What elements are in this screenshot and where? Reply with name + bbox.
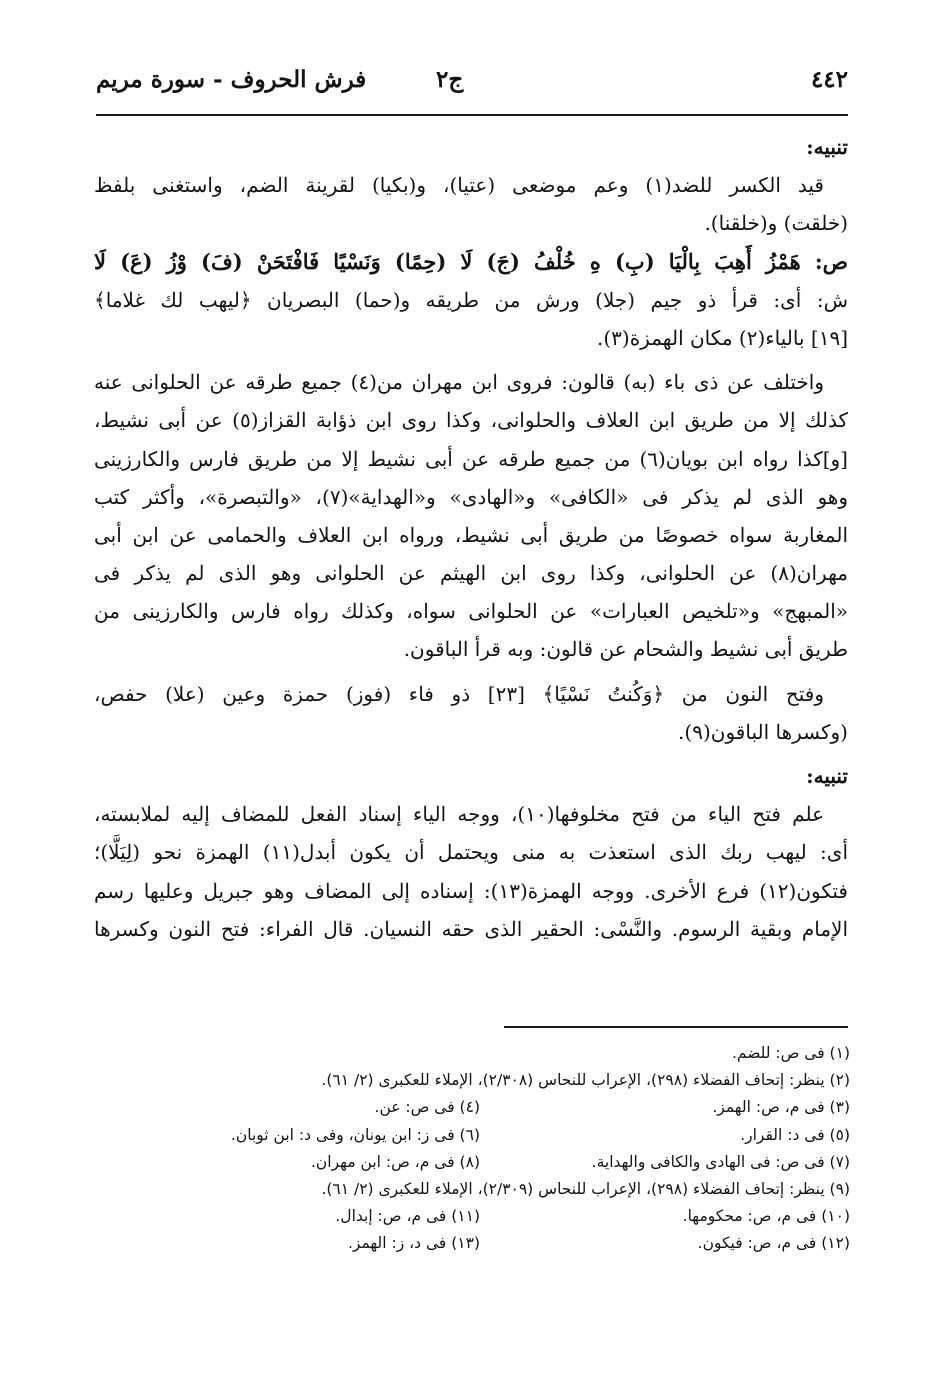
text-line: قيد الكسر للضد(١) وعم موضعى (عتيا)، و(بكيا) لقرينة الضم، واستغنى بلفظ [94,173,824,198]
text-line: واختلف عن ذى باء (به) قالون: فروى ابن مهران من(٤) جميع طرقه عن الحلوانى عنه [94,370,825,395]
text-line: كذلك إلا من طريق ابن العلاف والحلوانى، وكذا روى ابن ذؤابة القزاز(٥) عن أبى نشيط، [94,408,848,433]
footnote: (٨) فى م، ص: ابن مهران. [311,1152,480,1171]
footnote: (٣) فى م، ص: الهمز. [712,1098,850,1117]
footnote: (٢) ينظر: إتحاف الفضلاء (٢٩٨)، الإعراب للنحاس (٢/٣٠٨)، الإملاء للعكبرى (٢/ ٦١). [321,1071,850,1090]
text-line: الإمام وبقية الرسوم. والنَّسْى: الحقير الذى حقه النسيان. قال الفراء: فتح النون وكسرها [94,916,848,941]
footnote-row [150,1203,850,1230]
footnote: (٩) ينظر: إتحاف الفضلاء (٢٩٨)، الإعراب للنحاس (٢/٣٠٩)، الإملاء للعكبرى (٢/ ٦١). [321,1179,850,1198]
text-line: مهران(٨) عن الحلوانى، وكذا روى ابن الهيثم عن الحلوانى وهو الذى لم يذكر فى [94,561,848,586]
text-line: [و]كذا رواه ابن بويان(٦) من جميع طرقه عن أبى نشيط إلا من طريق فارس والكارزينى [94,446,848,471]
footnote: (٤) فى ص: عن. [374,1098,480,1117]
text-line: علم فتح الياء من فتح مخلوفها(١٠)، ووجه الياء إسناد الفعل للمضاف إليه لملابسته، [94,802,824,827]
footnotes [150,1040,850,1258]
footnote-row [150,1094,850,1121]
text-line: وفتح النون من ﴿وَكُنتُ نَسْيًا﴾ [٢٣] ذو فاء (فوز) حمزة وعين (علا) حفص، [94,681,824,706]
footnote-separator [504,1026,848,1028]
page-header [96,64,848,104]
footnote-row [150,1176,850,1203]
section-heading: تنبيه: [806,135,848,159]
footnote: (٧) فى ص: فى الهادى والكافى والهداية. [591,1152,850,1171]
text-line: ش: أى: قرأ ذو جيم (جلا) ورش من طريقه و(حما) البصريان ﴿ليهب لك غلاما﴾ [94,287,848,312]
footnote: (١٠) فى م، ص: محكومها. [682,1207,850,1226]
body-text [94,128,848,948]
text-line: أى: ليهب ربك الذى استعذت به منى ويحتمل أن يكون أبدل(١١) الهمزة نحو (لِيَلَّا)؛ [94,840,848,865]
footnote-row [150,1149,850,1176]
section-title: فرش الحروف - سورة مريم [96,66,367,93]
text-line: وهو الذى لم يذكر فى «الكافى» و«الهادى» و«الهداية»(٧)، «والتبصرة»، وأكثر كتب [94,484,848,509]
verse-line: ص: هَمْزُ أَهِبَ بِالْيَا (بِ) هِ خُلْفُ (جَ) لَا (حِمًا) وَنَسْيًا فَافْتَحَنْ (فَ) وْزُ (عَ) لَا [94,248,848,274]
section-heading: تنبيه: [806,764,848,788]
footnote-row [150,1230,850,1257]
header-rule [96,114,848,116]
footnote: (٦) فى ز: ابن يونان، وفى د: ابن ثوبان. [230,1125,480,1144]
text-line: المغاربة سواه خصوصًا من طريق أبى نشيط، ورواه ابن العلاف والحمامى عن ابن أبى [94,522,848,547]
footnote: (١) فى ص: للضم. [731,1044,850,1062]
footnote-row [150,1067,850,1094]
footnote: (١٢) فى م، ص: فيكون. [697,1234,850,1253]
footnote: (١٣) فى د، ز: الهمز. [347,1234,480,1253]
text-line: (وكسرها الباقون(٩). [678,719,848,744]
footnote: (٥) فى د: القرار. [740,1125,850,1144]
footnote-row [150,1040,850,1067]
text-line: طريق أبى نشيط والشحام عن قالون: وبه قرأ الباقون. [403,637,848,662]
footnote: (١١) فى م، ص: إبدال. [335,1207,480,1226]
text-line: (خلقت) و(خلقنا). [704,211,848,236]
page-number: ٤٤٢ [810,66,848,93]
text-line: «المبهج» و«تلخيص العبارات» عن الحلوانى سواه، وكذلك رواه فارس والكارزينى من [94,599,848,624]
text-line: فتكون(١٢) فرع الأخرى. ووجه الهمزة(١٣): إسناده إلى المضاف وهو جبريل وعليها رسم [94,878,848,903]
text-line: [١٩] بالياء(٢) مكان الهمزة(٣). [596,325,848,350]
footnote-row [150,1122,850,1149]
volume-label: ج٢ [436,66,464,93]
